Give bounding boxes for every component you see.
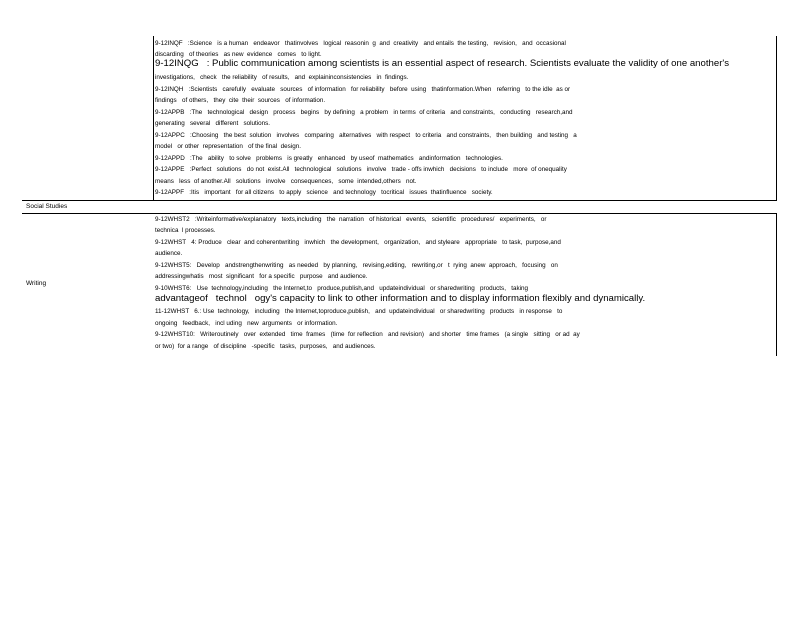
science-line: model or other representation of the final design. (155, 143, 301, 150)
science-line: 9-12APPD :The ability to solve problems is greatly enhanced by useof mathematics andinformation technologies. (155, 155, 503, 162)
writing-line: 9-12WHST 4: Produce clear and coherentwriting inwhich the development, organization, and styleare appropriate to task, purpose,and (155, 239, 561, 246)
row-divider-top (22, 200, 777, 201)
science-line: discarding of theories as new evidence comes to light. (155, 51, 322, 58)
writing-line: advantageof technol ogy's capacity to link to other information and to display information flexibly and dynamically. (155, 293, 646, 304)
science-line: 9-12APPE :Perfect solutions do not exist.All technological solutions involve trade - offs inwhich decisions to include more of onequality (155, 166, 567, 173)
science-line: findings of others, they cite their sources of information. (155, 97, 326, 104)
writing-line: 9-12WHST2 :Writeinformative/explanatory texts,including the narration of historical events, scientific procedures/ experiments, or (155, 216, 547, 223)
writing-line: technica l processes. (155, 227, 216, 234)
science-line: investigations, check the reliability of results, and explaininconsistencies in findings. (155, 74, 409, 81)
science-line: 9-12INQH :Scientists carefully evaluate sources of information for reliability before using thatinformation.When referring to the idle as or (155, 86, 571, 93)
writing-line: ongoing feedback, incl uding new arguments or information. (155, 320, 338, 327)
science-line: 9-12INQG : Public communication among scientists is an essential aspect of research. Scientists evaluate the validity of one another's (155, 58, 730, 69)
writing-line: 9-12WHST5: Develop andstrengthenwriting as needed by planning, revising,editing, rewriting,or t rying anew approach, focusing on (155, 262, 558, 269)
science-line: 9-12APPC :Choosing the best solution involves comparing alternatives with respect to criteria and constraints, then building and testing a (155, 132, 577, 139)
writing-line: 11-12WHST 6.: Use technology, including the Internet,toproduce,publish, and updateindividual or sharedwriting products in response to (155, 308, 563, 315)
column-divider-left (153, 36, 154, 200)
social-studies-label: Social Studies (26, 203, 68, 210)
writing-label: Writing (26, 280, 47, 287)
writing-line: 9-10WHST6: Use technology,including the Internet,to produce,publish,and updateindividual or sharedwriting products, taking (155, 285, 529, 292)
writing-line: audience. (155, 250, 183, 257)
science-line: 9-12APPB :The technological design process begins by defining a problem in terms of criteria and constraints, conducting research,and (155, 109, 573, 116)
writing-line: addressingwhatis most significant for a specific purpose and audience. (155, 273, 368, 280)
science-line: generating several different solutions. (155, 120, 271, 127)
column-divider-right (776, 36, 777, 200)
science-line: 9-12APPF :Itis important for all citizens to apply science and technology tocritical issues thatinfluence society. (155, 189, 493, 196)
column-divider-right-lower (776, 213, 777, 356)
science-line: means less of another.All solutions involve consequences, some intended,others not. (155, 178, 417, 185)
writing-line: or two) for a range of discipline -specific tasks, purposes, and audiences. (155, 343, 376, 350)
writing-line: 9-12WHST10: Writeroutinely over extended time frames (time for reflection and revision) and shorter time frames (a single sitting or ad ay (155, 331, 580, 338)
science-line: 9-12INQF :Science is a human endeavor thatinvolves logical reasonin g and creativity and entails the testing, revision, and occasional (155, 40, 566, 47)
